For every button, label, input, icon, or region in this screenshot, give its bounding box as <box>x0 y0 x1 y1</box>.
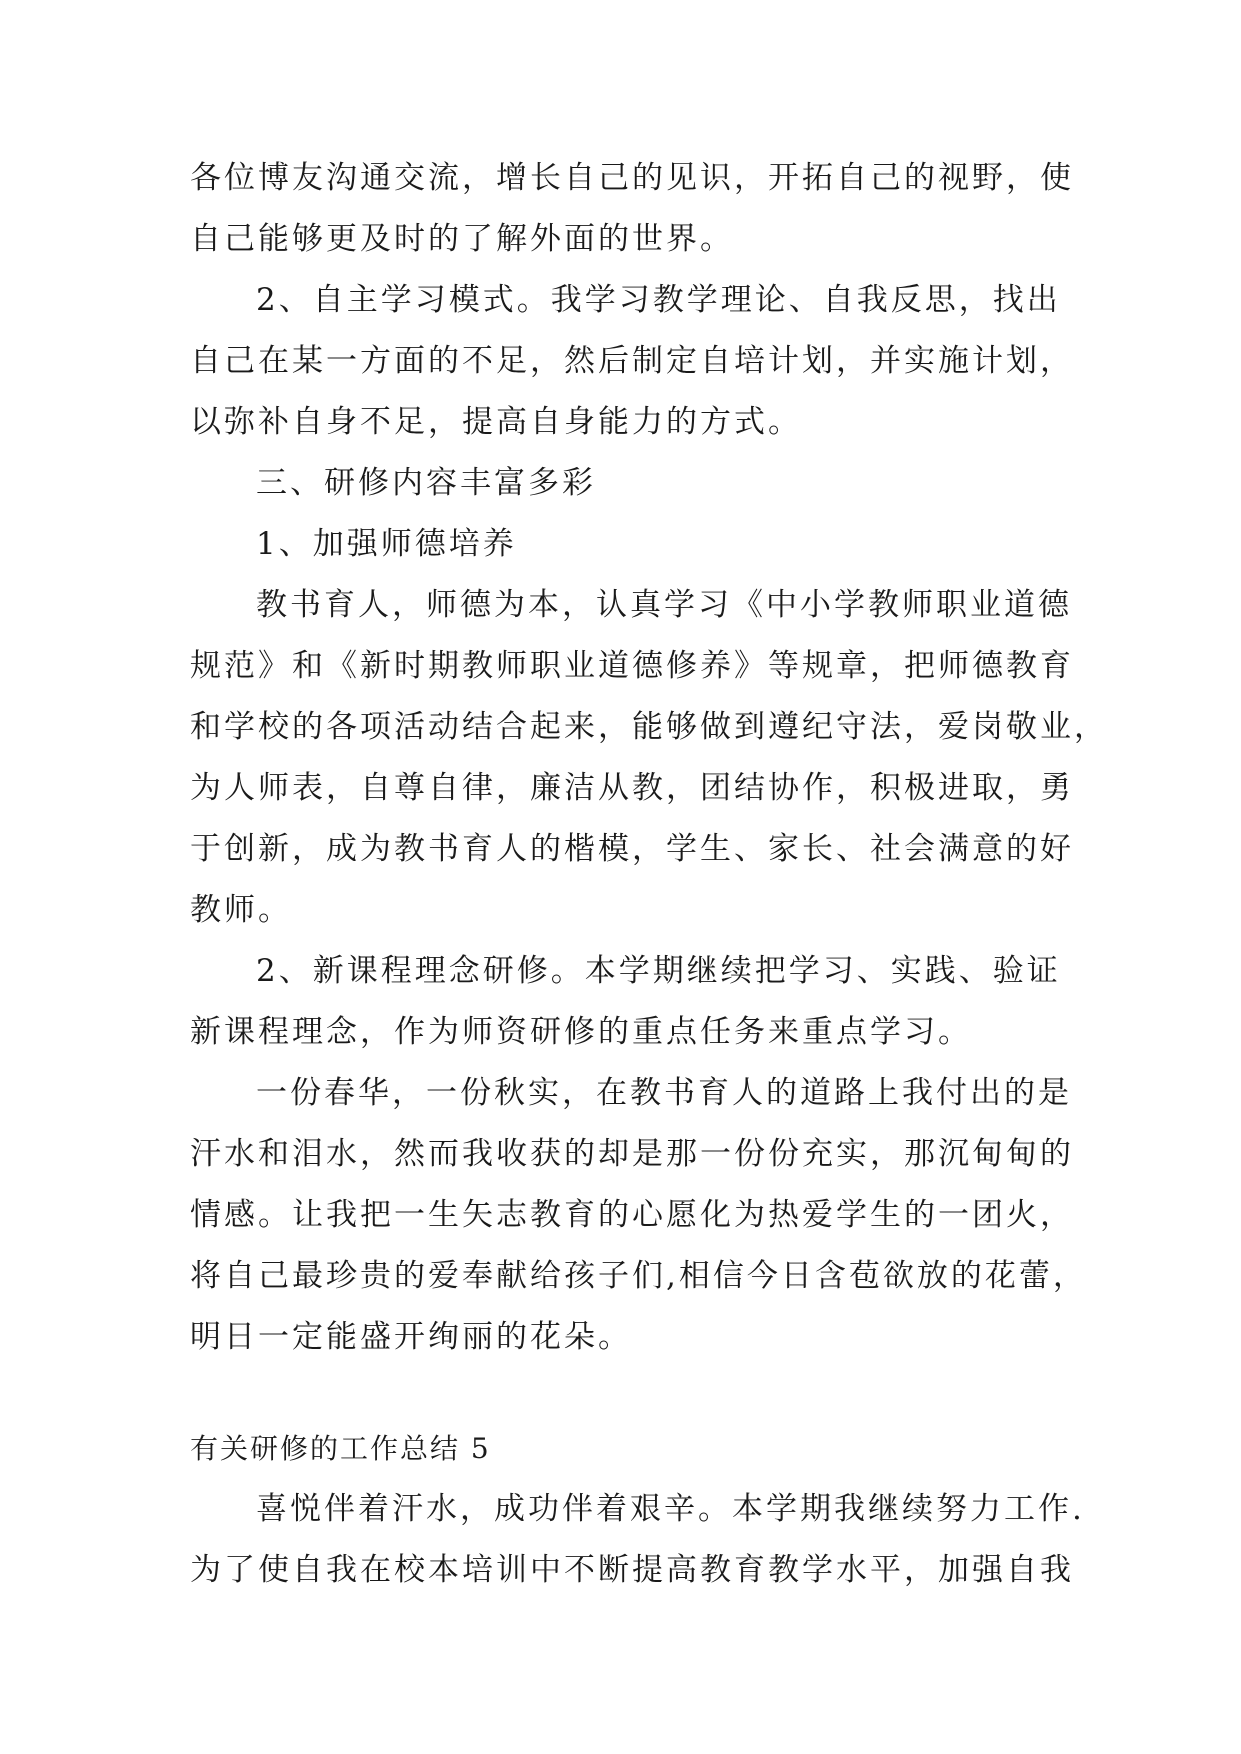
text-line: 2、新课程理念研修。本学期继续把学习、实践、验证 <box>256 953 1061 989</box>
text-line: 明日一定能盛开绚丽的花朵。 <box>190 1319 632 1355</box>
paragraph-ethics <box>190 575 1108 941</box>
text-line: 自己在某一方面的不足，然后制定自培计划，并实施计划， <box>190 343 1074 379</box>
text-line: 和学校的各项活动结合起来，能够做到遵纪守法，爱岗敬业， <box>190 709 1108 745</box>
text-line: 情感。让我把一生矢志教育的心愿化为热爱学生的一团火， <box>190 1197 1074 1233</box>
text-line: 各位博友沟通交流，增长自己的见识，开拓自己的视野，使 <box>190 160 1074 196</box>
section-heading: 三、研修内容丰富多彩 <box>256 465 596 501</box>
subsection-heading: 1、加强师德培养 <box>256 526 517 562</box>
paragraph-continuation <box>190 148 1074 270</box>
paragraph-summary5 <box>190 1479 1085 1601</box>
document-page <box>190 148 1108 1601</box>
text-line: 汗水和泪水，然而我收获的却是那一份份充实，那沉甸甸的 <box>190 1136 1074 1172</box>
paragraph-closing <box>190 1063 1087 1368</box>
text-line: 喜悦伴着汗水，成功伴着艰辛。本学期我继续努力工作. <box>256 1491 1085 1527</box>
text-line: 2、自主学习模式。我学习教学理论、自我反思，找出 <box>256 282 1061 318</box>
text-line: 以弥补自身不足，提高自身能力的方式。 <box>190 404 802 440</box>
text-line: 一份春华，一份秋实，在教书育人的道路上我付出的是 <box>256 1075 1072 1111</box>
text-line: 教师。 <box>190 892 292 928</box>
text-line: 为了使自我在校本培训中不断提高教育教学水平，加强自我 <box>190 1552 1074 1588</box>
text-line: 将自己最珍贵的爱奉献给孩子们,相信今日含苞欲放的花蕾， <box>190 1258 1087 1294</box>
text-line: 规范》和《新时期教师职业道德修养》等规章，把师德教育 <box>190 648 1074 684</box>
paragraph-curriculum <box>190 941 1061 1063</box>
text-line: 为人师表，自尊自律，廉洁从教，团结协作，积极进取，勇 <box>190 770 1074 806</box>
paragraph-self-study <box>190 270 1074 453</box>
summary-title: 有关研修的工作总结 5 <box>190 1432 491 1465</box>
text-line: 新课程理念，作为师资研修的重点任务来重点学习。 <box>190 1014 972 1050</box>
text-line: 于创新，成为教书育人的楷模，学生、家长、社会满意的好 <box>190 831 1074 867</box>
text-line: 教书育人，师德为本，认真学习《中小学教师职业道德 <box>256 587 1072 623</box>
text-line: 自己能够更及时的了解外面的世界。 <box>190 221 734 257</box>
